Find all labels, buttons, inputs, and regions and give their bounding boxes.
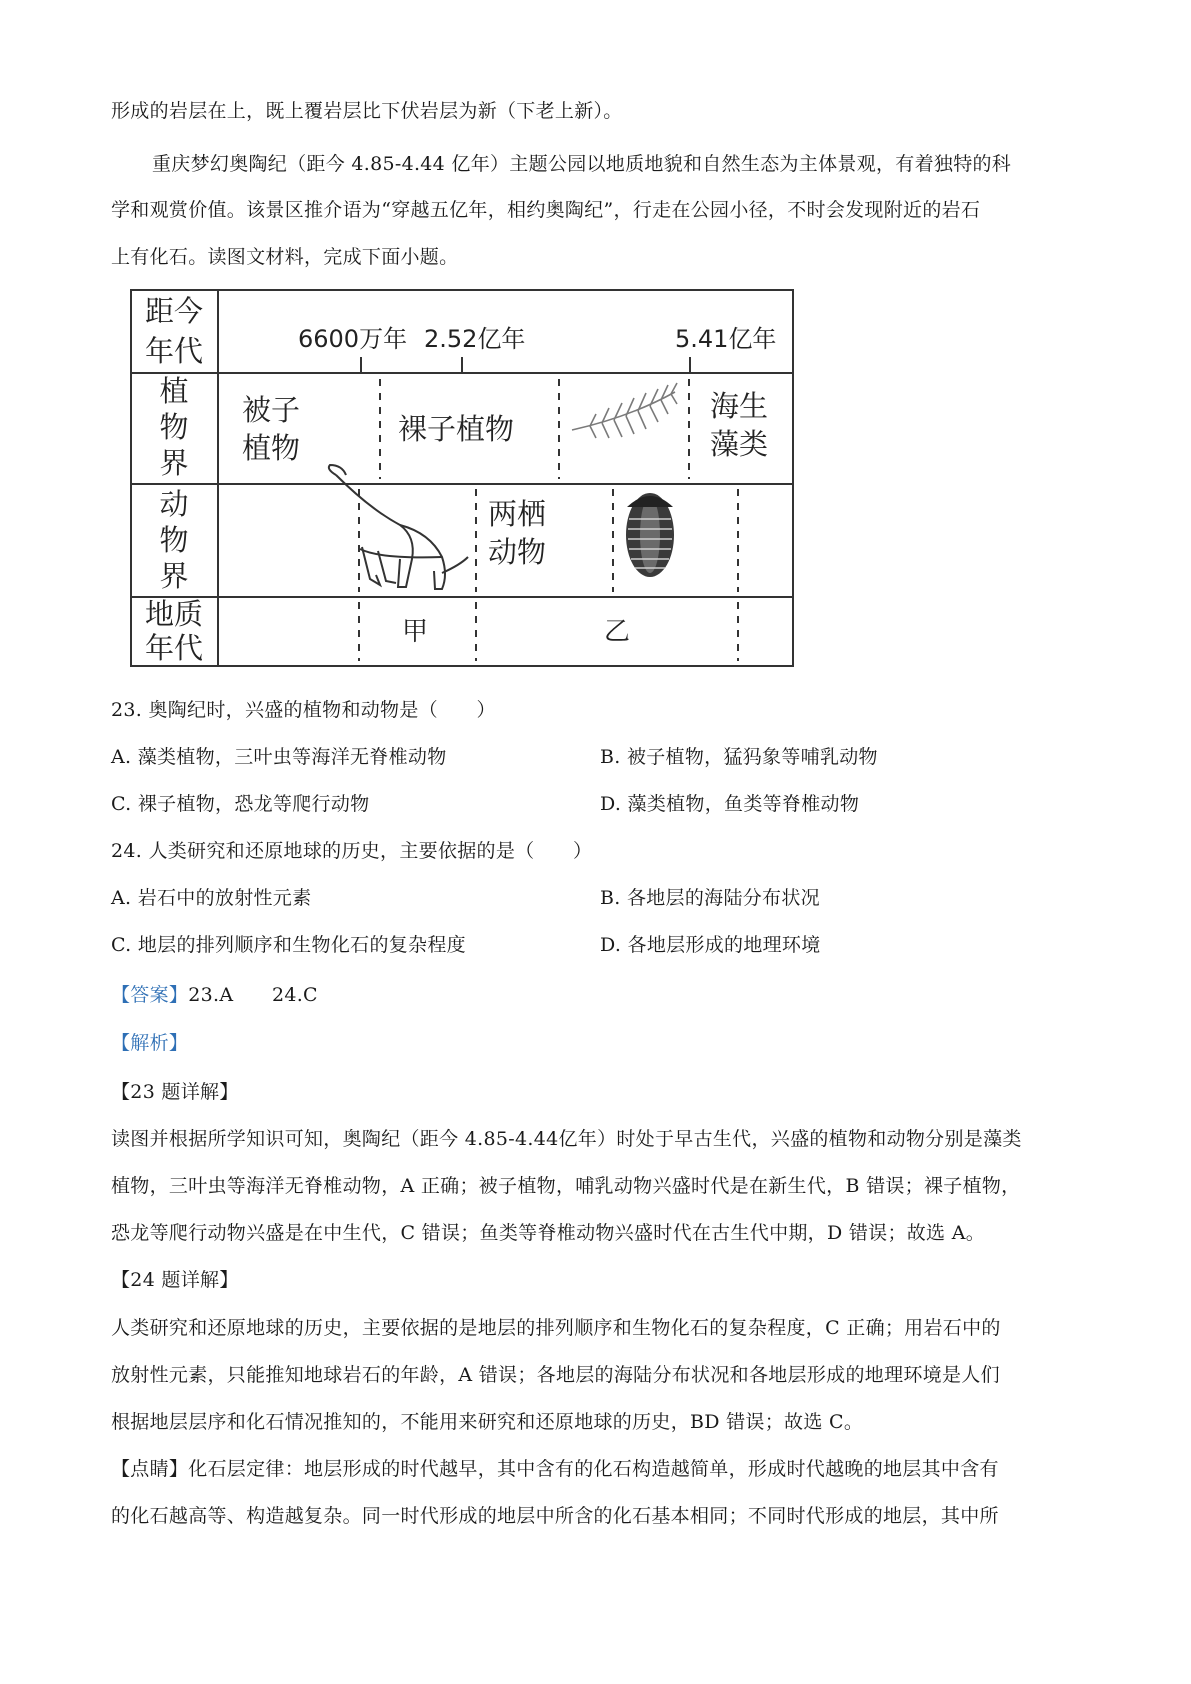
question-24-option-a: A. 岩石中的放射性元素 [111, 887, 312, 909]
tip-line: 【点睛】化石层定律：地层形成的时代越早，其中含有的化石构造越简单，形成时代越晚的地层其中含有 [111, 1458, 999, 1480]
row-header-text: 年代 [144, 631, 203, 665]
detail-23-line: 读图并根据所学知识可知，奥陶纪（距今 4.85-4.44亿年）时处于早古生代，兴盛的植物和动物分别是藻类 [111, 1128, 1022, 1150]
detail-24-title: 【24 题详解】 [111, 1269, 239, 1291]
amphibians-text: 动物 [488, 535, 547, 569]
angiosperm-text: 植物 [242, 431, 301, 465]
detail-24-line: 人类研究和还原地球的历史，主要依据的是地层的排列顺序和生物化石的复杂程度，C 正确；用岩石中的 [111, 1317, 1001, 1339]
question-23-option-a: A. 藻类植物，三叶虫等海洋无脊椎动物 [111, 746, 447, 768]
era-label-jia: 甲 [402, 617, 429, 647]
detail-24-line: 根据地层层序和化石情况推知的，不能用来研究和还原地球的历史，BD 错误；故选 C。 [111, 1411, 864, 1433]
row-header-text: 距今 [144, 294, 203, 328]
detail-23-line: 恐龙等爬行动物兴盛是在中生代，C 错误；鱼类等脊椎动物兴盛时代在古生代中期，D 错误；故选 A。 [111, 1222, 986, 1244]
amphibians-label [488, 495, 546, 571]
amphibians-text: 两栖 [488, 497, 547, 531]
row-header-plants [132, 375, 216, 479]
row-header-text: 植 [159, 374, 189, 408]
answer-line [111, 983, 318, 1007]
time-label-66ma: 6600万年 [298, 325, 408, 353]
fern-icon [572, 383, 677, 438]
marine-algae-text: 藻类 [710, 427, 769, 461]
question-23-stem: 23. 奥陶纪时，兴盛的植物和动物是（ ） [111, 699, 496, 721]
row-header-era [132, 598, 216, 664]
marine-algae-label [710, 387, 768, 463]
angiosperm-text: 被子 [242, 393, 301, 427]
tip-line: 的化石越高等、构造越复杂。同一时代形成的地层中所含的化石基本相同；不同时代形成的地层，其中所 [111, 1505, 999, 1527]
row-header-text: 物 [159, 410, 189, 444]
analysis-label: 【解析】 [111, 1032, 189, 1054]
row-header-age [132, 295, 216, 367]
era-label-yi: 乙 [604, 617, 631, 647]
detail-23-line: 植物，三叶虫等海洋无脊椎动物，A 正确；被子植物，哺乳动物兴盛时代是在新生代，B 错误；裸子植物， [111, 1175, 1021, 1197]
intro-line: 形成的岩层在上，既上覆岩层比下伏岩层为新（下老上新）。 [111, 100, 623, 122]
time-label-541ma: 5.41亿年 [675, 325, 777, 353]
row-header-animals [132, 488, 216, 592]
answer-text: 23.A 24.C [188, 984, 318, 1006]
answer-label: 【答案】 [111, 984, 189, 1006]
question-23-option-b: B. 被子植物，猛犸象等哺乳动物 [600, 746, 878, 768]
question-24-option-d: D. 各地层形成的地理环境 [600, 934, 821, 956]
row-header-text: 物 [159, 523, 189, 557]
question-23-option-c: C. 裸子植物，恐龙等爬行动物 [111, 793, 370, 815]
detail-23-title: 【23 题详解】 [111, 1081, 239, 1103]
question-24-option-c: C. 地层的排列顺序和生物化石的复杂程度 [111, 934, 466, 956]
angiosperm-label [242, 391, 300, 467]
time-label-252ma: 2.52亿年 [424, 325, 526, 353]
geologic-timeline-diagram [130, 289, 794, 667]
marine-algae-text: 海生 [710, 389, 769, 423]
intro-paragraph-line: 学和观赏价值。该景区推介语为“穿越五亿年，相约奥陶纪”，行走在公园小径，不时会发现附近的岩石 [111, 199, 981, 221]
question-24-option-b: B. 各地层的海陆分布状况 [600, 887, 820, 909]
question-23-option-d: D. 藻类植物，鱼类等脊椎动物 [600, 793, 860, 815]
question-24-stem: 24. 人类研究和还原地球的历史，主要依据的是（ ） [111, 840, 593, 862]
gymnosperm-label: 裸子植物 [398, 412, 515, 446]
intro-paragraph-line: 上有化石。读图文材料，完成下面小题。 [111, 246, 459, 268]
row-header-text: 地质 [144, 597, 203, 631]
detail-24-line: 放射性元素，只能推知地球岩石的年龄，A 错误；各地层的海陆分布状况和各地层形成的地理环境是人们 [111, 1364, 1000, 1386]
trilobite-icon [626, 493, 674, 577]
row-header-text: 界 [159, 559, 189, 593]
row-header-text: 年代 [144, 334, 203, 368]
intro-paragraph-line: 重庆梦幻奥陶纪（距今 4.85-4.44 亿年）主题公园以地质地貌和自然生态为主体景观，有着独特的科 [152, 153, 1012, 175]
row-header-text: 界 [159, 446, 189, 480]
row-header-text: 动 [159, 487, 189, 521]
